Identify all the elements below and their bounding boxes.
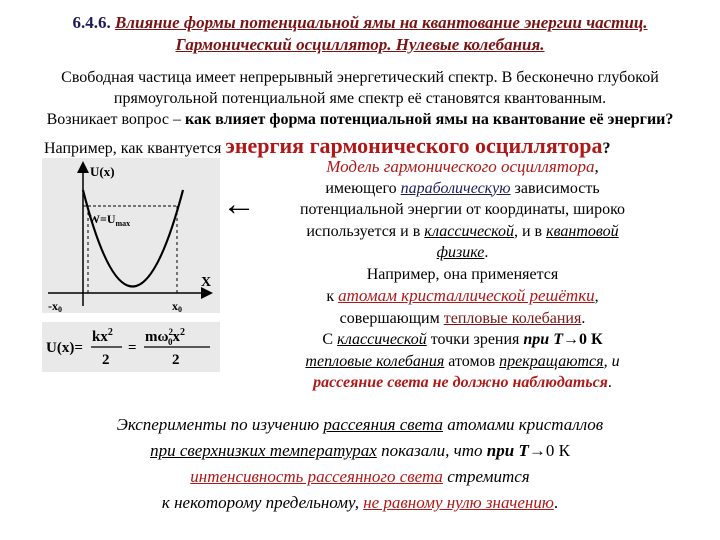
intro-line-1: Свободная частица имеет непрерывный энергетический спектр. В бесконечно глубокой — [61, 69, 659, 86]
right-line-11: рассеяние света не должно наблюдаться. — [313, 374, 612, 391]
right-text-block — [245, 156, 680, 394]
intro-line-3-start: Возникает вопрос – — [46, 111, 185, 128]
section-number: 6.4.6. — [72, 13, 111, 32]
bottom-line-1: Эксперименты по изучению рассеяния света атомами кристаллов — [116, 415, 604, 434]
intro-line-2: прямоугольной потенциальной яме спектр её становятся квантованным. — [113, 90, 607, 107]
right-line-5: физике. — [436, 244, 489, 261]
y-axis-label: U(x) — [90, 164, 115, 179]
formula-svg — [42, 322, 220, 372]
right-tick-label: x0 — [172, 299, 182, 313]
energy-label: $W=U_{max}$ — [88, 212, 131, 228]
left-arrow-icon: ← — [222, 186, 256, 223]
potential-graph — [42, 158, 220, 313]
right-line-1: Модель гармонического осциллятора, — [326, 157, 599, 176]
parabolic-word: параболическую — [400, 179, 511, 197]
right-line-7: к атомам кристаллической решётки, — [326, 286, 599, 305]
formula-num-1: $kx^2$ — [92, 327, 113, 345]
question-mark: ? — [602, 140, 611, 157]
bottom-text-block — [0, 412, 720, 516]
title-line-2 — [0, 34, 720, 56]
left-tick-label: -x0 — [48, 299, 62, 313]
intro-line-3 — [0, 110, 720, 130]
page-title — [0, 12, 720, 56]
bottom-line-3: интенсивность рассеянного света стремится — [190, 467, 530, 486]
bottom-line-2: при сверхнизких температурах показали, что при T→0 К — [150, 441, 570, 460]
right-line-9: С классической точки зрения при T→0 К — [322, 331, 603, 348]
intro-question: как влияет форма потенциальной ямы на квантование её энергии? — [184, 111, 674, 128]
right-line-6: Например, она применяется — [366, 265, 559, 283]
oscillator-energy-phrase: энергия гармонического осциллятора — [225, 133, 603, 158]
right-line-2: имеющего параболическую зависимость — [325, 179, 600, 197]
right-line-3: потенциальной энергии от координаты, широко — [299, 201, 626, 218]
title-text-2: Гармонический осциллятор. Нулевые колебания. — [175, 35, 545, 54]
title-text-1: Влияние формы потенциальной ямы на квантование энергии частиц. — [114, 13, 648, 32]
x-axis-label: X — [201, 275, 212, 290]
formula-equals: = — [128, 340, 137, 356]
formula-num-2: $m\omega^2$ $0x^2$ — [145, 327, 185, 347]
formula-den-1: 2 — [102, 352, 110, 368]
intro-line-4-start: Например, как квантуется — [44, 140, 226, 157]
formula-den-2: 2 — [172, 352, 180, 368]
parabola-plot — [42, 158, 220, 313]
right-line-10: тепловые колебания атомов прекращаются, и — [305, 352, 620, 370]
formula-lhs: U(x)= — [46, 340, 83, 356]
bottom-line-4: к некоторому предельному, не равному нулю значению. — [161, 493, 559, 512]
title-line-1 — [0, 12, 720, 34]
right-line-8: совершающим тепловые колебания. — [339, 309, 586, 327]
parabola-curve — [83, 190, 183, 287]
potential-formula — [42, 322, 220, 372]
right-line-4: используется и в классической, и в квантовой — [306, 222, 619, 240]
